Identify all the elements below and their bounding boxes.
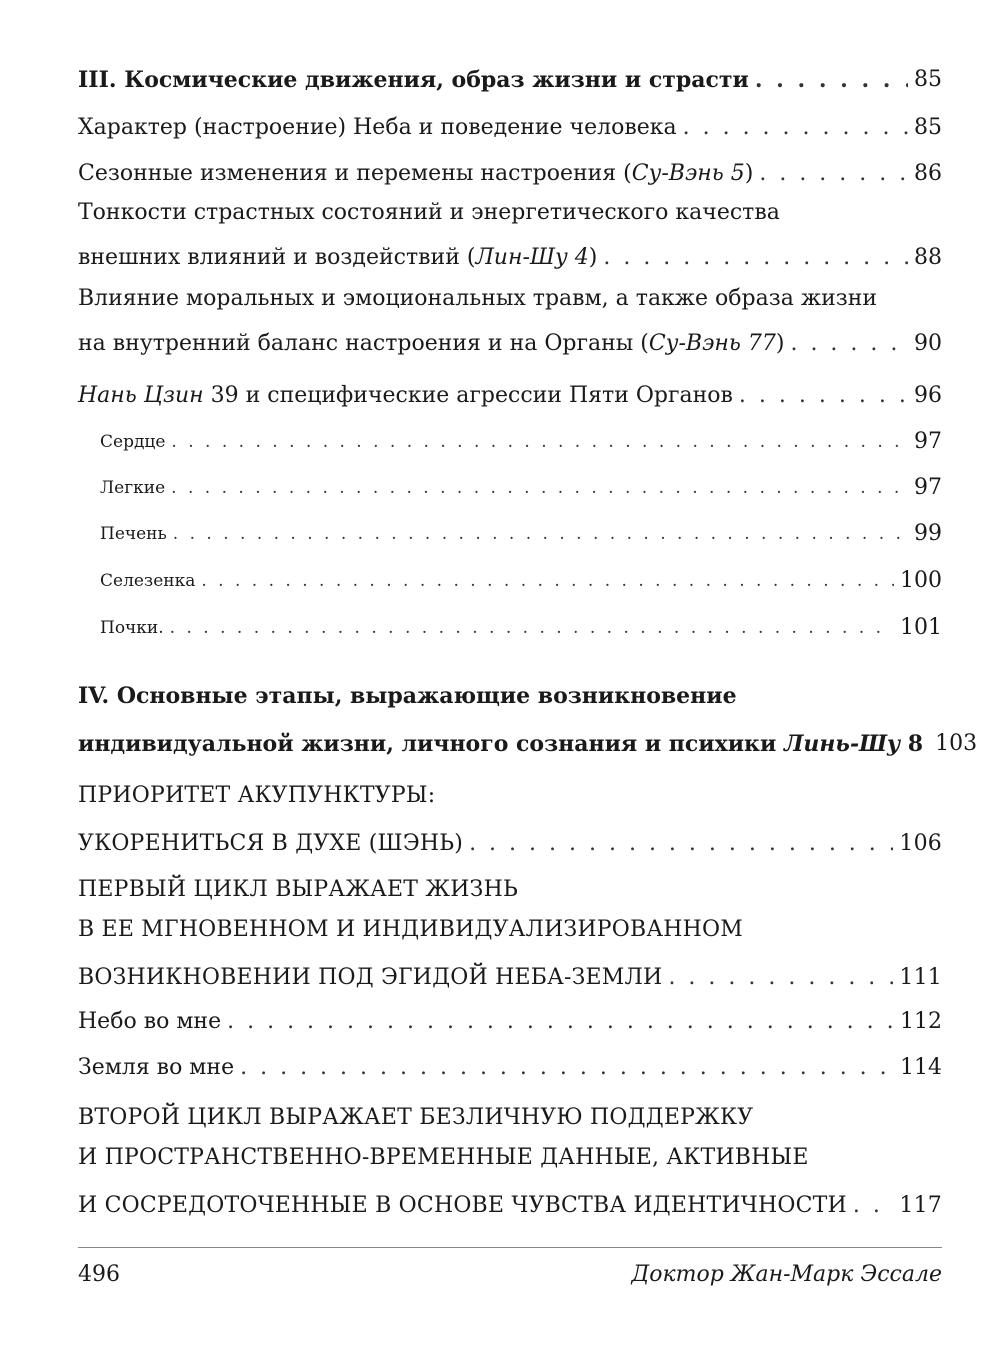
toc-title-line: ПЕРВЫЙ ЦИКЛ ВЫРАЖАЕТ ЖИЗНЬ — [78, 877, 518, 902]
toc-entry[interactable] — [78, 196, 942, 270]
toc-entry[interactable] — [78, 146, 942, 186]
toc-title: на внутренний баланс настроения и на Органы (Су-Вэнь 77) — [78, 331, 785, 356]
dot-leader — [171, 430, 908, 454]
toc-section-3[interactable] — [78, 52, 942, 92]
dot-leader — [201, 569, 894, 593]
toc-chapter[interactable] — [78, 870, 942, 990]
dot-leader — [853, 1194, 894, 1218]
footer-page-number: 496 — [78, 1262, 120, 1287]
toc-entry-organ[interactable] — [100, 506, 942, 546]
dot-leader — [173, 522, 908, 546]
toc-page-number: 90 — [914, 331, 942, 356]
toc-title: Сезонные изменения и перемены настроения (Су-Вэнь 5) — [78, 161, 754, 186]
toc-chapter[interactable] — [78, 776, 942, 856]
toc-page-number: 88 — [914, 245, 942, 270]
toc-title: внешних влияний и воздействий (Лин-Шу 4) — [78, 245, 598, 270]
toc-page-number: 114 — [900, 1055, 942, 1080]
dot-leader — [739, 384, 908, 408]
toc-title: Земля во мне — [78, 1055, 235, 1080]
toc-entry[interactable] — [78, 282, 942, 356]
toc-page-number: 96 — [914, 383, 942, 408]
dot-leader — [469, 832, 893, 856]
toc-title: ВОЗНИКНОВЕНИИ ПОД ЭГИДОЙ НЕБА-ЗЕМЛИ — [78, 965, 663, 990]
footer-author: Доктор Жан-Марк Эссале — [631, 1262, 942, 1287]
toc-title-line: IV. Основные этапы, выражающие возникновение — [78, 683, 737, 709]
toc-page-number: 100 — [900, 568, 942, 593]
toc-title: И СОСРЕДОТОЧЕННЫЕ В ОСНОВЕ ЧУВСТВА ИДЕНТИЧНОСТИ — [78, 1193, 847, 1218]
toc-title: Печень — [100, 524, 167, 544]
toc-entry-organ[interactable] — [100, 553, 942, 593]
toc-page-number: 101 — [900, 615, 942, 640]
toc-title-line: И ПРОСТРАНСТВЕННО-ВРЕМЕННЫЕ ДАННЫЕ, АКТИВНЫЕ — [78, 1145, 809, 1170]
toc-page-number: 111 — [899, 965, 942, 990]
toc-title: III. Космические движения, образ жизни и страсти — [78, 67, 749, 93]
toc-entry[interactable] — [78, 100, 942, 140]
footer-rule — [78, 1247, 942, 1248]
toc-entry[interactable] — [78, 994, 942, 1034]
toc-chapter[interactable] — [78, 1098, 942, 1218]
toc-page-number: 97 — [914, 429, 942, 454]
toc-title-line: В ЕЕ МГНОВЕННОМ И ИНДИВИДУАЛИЗИРОВАННОМ — [78, 917, 743, 942]
toc-section-4[interactable] — [78, 676, 978, 757]
toc-page-number: 117 — [899, 1193, 942, 1218]
toc-entry-organ[interactable] — [100, 460, 942, 500]
toc-page-number: 85 — [914, 67, 942, 92]
toc-entry[interactable] — [78, 1040, 942, 1080]
dot-leader — [603, 246, 908, 270]
toc-title: Небо во мне — [78, 1009, 222, 1034]
toc-title-line: ПРИОРИТЕТ АКУПУНКТУРЫ: — [78, 783, 436, 808]
toc-page-number: 97 — [914, 475, 942, 500]
toc-title: Нань Цзин 39 и специфические агрессии Пяти Органов — [78, 383, 733, 408]
dot-leader — [668, 966, 893, 990]
toc-page-number: 86 — [914, 161, 942, 186]
toc-title: Легкие — [100, 478, 166, 498]
dot-leader — [170, 616, 894, 640]
toc-title-line: Тонкости страстных состояний и энергетического качества — [78, 200, 780, 225]
dot-leader — [790, 332, 908, 356]
toc-entry-organ[interactable] — [100, 600, 942, 640]
toc-page-number: 99 — [914, 521, 942, 546]
toc-page-number: 103 — [935, 731, 978, 756]
toc-title: Характер (настроение) Неба и поведение человека — [78, 115, 677, 140]
toc-title: Сердце — [100, 432, 166, 452]
dot-leader — [755, 68, 908, 92]
toc-page-number: 106 — [899, 831, 942, 856]
toc-page-number: 85 — [914, 115, 942, 140]
dot-leader — [759, 162, 908, 186]
dot-leader — [227, 1010, 894, 1034]
toc-page-number: 112 — [900, 1009, 942, 1034]
toc-title: Селезенка — [100, 571, 196, 591]
dot-leader — [171, 476, 908, 500]
toc-title: УКОРЕНИТЬСЯ В ДУХЕ (ШЭНЬ) — [78, 831, 464, 856]
toc-entry-organ[interactable] — [100, 414, 942, 454]
dot-leader — [683, 116, 908, 140]
toc-title-line: Влияние моральных и эмоциональных травм, а также образа жизни — [78, 286, 878, 311]
toc-title-line: ВТОРОЙ ЦИКЛ ВЫРАЖАЕТ БЕЗЛИЧНУЮ ПОДДЕРЖКУ — [78, 1105, 754, 1130]
toc-entry[interactable] — [78, 368, 942, 408]
dot-leader — [240, 1056, 894, 1080]
toc-title: Почки. — [100, 618, 164, 638]
toc-title: индивидуальной жизни, личного сознания и психики Линь-Шу 8 — [78, 731, 924, 757]
